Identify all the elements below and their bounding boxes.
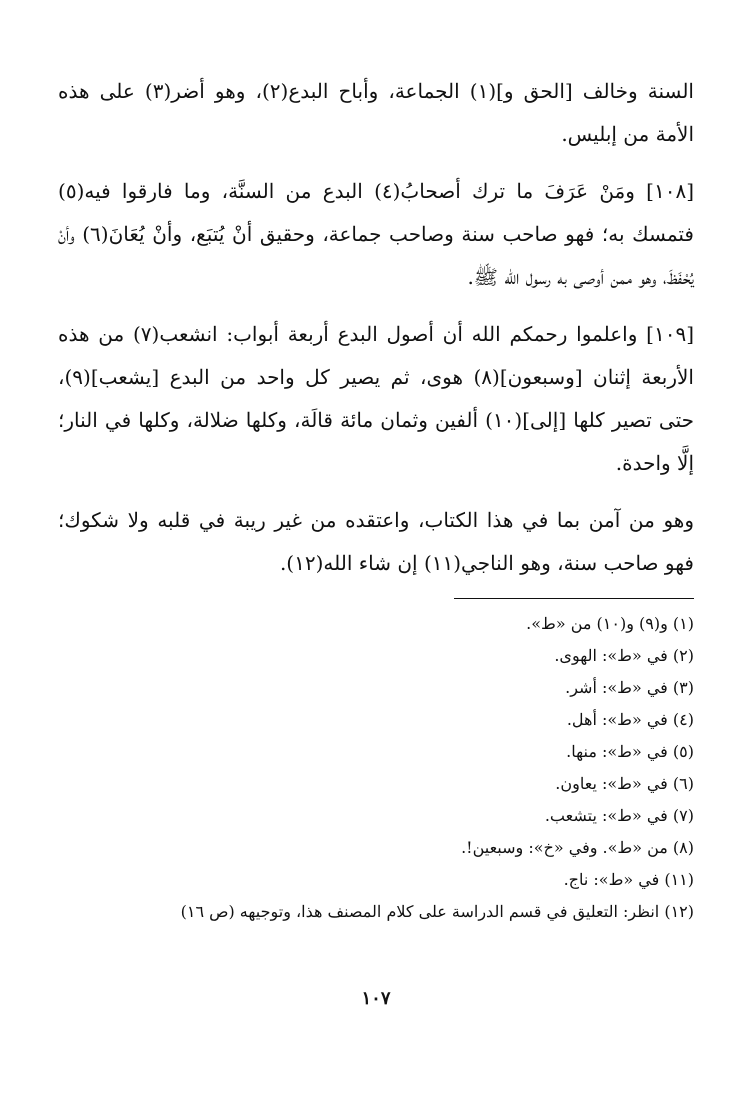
footnote: (٥) في «ط»: منها. — [566, 742, 694, 761]
footnote: (١) و(٩) و(١٠) من «ط». — [526, 614, 694, 633]
footnote: (٧) في «ط»: يتشعب. — [544, 806, 694, 825]
footnote: (١١) في «ط»: ناج. — [563, 870, 694, 889]
main-text — [58, 70, 694, 599]
footnote: (٦) في «ط»: يعاون. — [555, 774, 694, 793]
footnote: (٨) من «ط». وفي «خ»: وسبعين!. — [461, 838, 694, 857]
paragraph-text: السنة وخالف [الحق و](١) الجماعة، وأباح البدع(٢)، وهو أضر(٣) على هذه الأمة من إبليس. — [58, 79, 694, 146]
footnote: (١٢) انظر: التعليق في قسم الدراسة على كلام المصنف هذا، وتوجيهه (ص ١٦) — [180, 902, 694, 921]
paragraph-109 — [58, 313, 694, 485]
paragraph-text: [١٠٩] واعلموا رحمكم الله أن أصول البدع أربعة أبواب: انشعب(٧) من هذه الأربعة إثنان [وسبعون](٨) هوى، ثم يصير كل واحد من البدع [يشعب](٩)، حتى تصير كلها [إلى](١٠) ألفين وثمان مائة قالَة، وكلها ضلالة، وكلها في النار؛ إلَّا واحدة. — [58, 322, 694, 475]
paragraph-text: [١٠٨] ومَنْ عَرَفَ ما ترك أصحابُ(٤) البدع من السنَّة، وما فارقوا فيه(٥) فتمسك به؛ فهو صاحب سنة وصاحب جماعة، وحقيق أنْ يُتبَع، وأنْ يُعَانَ(٦) وأنْ يُحْفَظَ، وهو ممن أوصى به رسول الله ﷺ. — [58, 179, 694, 289]
page-number: ١٠٧ — [361, 988, 391, 1009]
footnote-divider — [454, 598, 694, 599]
paragraph-intro — [58, 70, 694, 156]
footnotes — [58, 608, 694, 928]
paragraph-closing — [58, 499, 694, 585]
footnote: (٣) في «ط»: أشر. — [565, 678, 694, 697]
paragraph-108 — [58, 170, 694, 299]
footnote: (٤) في «ط»: أهل. — [566, 710, 694, 729]
paragraph-text: وهو من آمن بما في هذا الكتاب، واعتقده من غير ريبة في قلبه ولا شكوك؛ فهو صاحب سنة، وهو الناجي(١١) إن شاء الله(١٢). — [58, 508, 694, 575]
footnote: (٢) في «ط»: الهوى. — [554, 646, 694, 665]
